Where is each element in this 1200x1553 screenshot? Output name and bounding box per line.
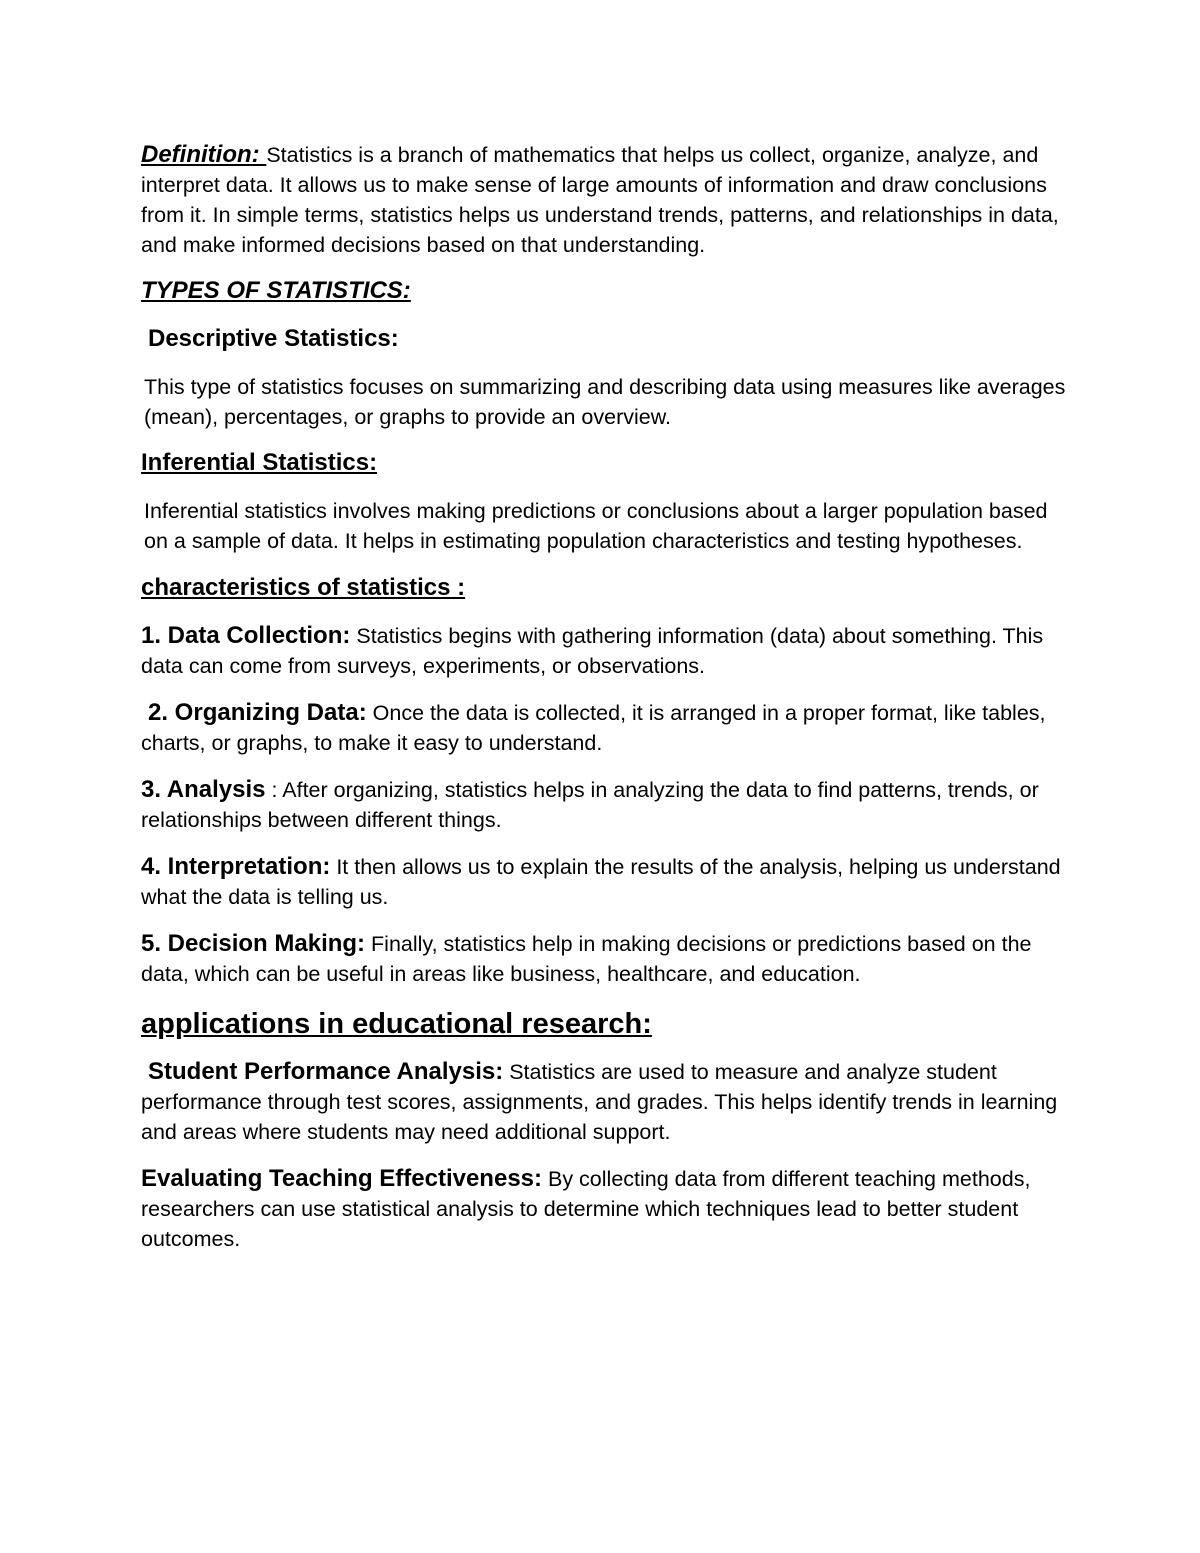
- characteristic-text: It then allows us to explain the results of the analysis, helping us understand what the data is telling us.: [141, 855, 1061, 909]
- characteristic-text: Once the data is collected, it is arranged in a proper format, like tables, charts, or graphs, to make it easy to understand.: [141, 701, 1046, 755]
- application-item: [141, 1057, 1066, 1147]
- characteristic-item: [141, 852, 1066, 912]
- characteristic-label: 2. Organizing Data:: [148, 699, 367, 726]
- characteristic-text: Statistics begins with gathering information (data) about something. This data can come from surveys, experiments, or observations.: [141, 624, 1044, 678]
- inferential-heading: Inferential Statistics:: [141, 449, 378, 476]
- characteristic-label: 1. Data Collection:: [141, 622, 351, 649]
- characteristic-item: [141, 775, 1066, 835]
- application-text: Statistics are used to measure and analyze student performance through test scores, assignments, and grades. This helps identify trends in learning and areas where students may need additional support.: [141, 1060, 1058, 1144]
- characteristic-text: Finally, statistics help in making decisions or predictions based on the data, which can be useful in areas like business, healthcare, and education.: [141, 932, 1032, 986]
- descriptive-heading: Descriptive Statistics:: [148, 325, 399, 352]
- types-heading: TYPES OF STATISTICS:: [141, 277, 411, 304]
- characteristic-item: [141, 698, 1066, 758]
- application-label: Evaluating Teaching Effectiveness:: [141, 1165, 543, 1192]
- characteristic-text: : After organizing, statistics helps in analyzing the data to find patterns, trends, or relationships between different things.: [141, 778, 1039, 832]
- definition-text: Statistics is a branch of mathematics that helps us collect, organize, analyze, and interpret data. It allows us to make sense of large amounts of information and draw conclusions from it. In simple terms, statistics helps us understand trends, patterns, and relationships in data, and make informed decisions based on that understanding.: [141, 143, 1059, 257]
- characteristics-heading: characteristics of statistics :: [141, 574, 466, 601]
- inferential-text: Inferential statistics involves making predictions or conclusions about a larger population based on a sample of data. It helps in estimating population characteristics and testing hypotheses.: [144, 499, 1048, 553]
- definition-label: Definition:: [141, 141, 267, 168]
- application-label: Student Performance Analysis:: [148, 1058, 504, 1085]
- descriptive-text: This type of statistics focuses on summarizing and describing data using measures like averages (mean), percentages, or graphs to provide an overview.: [144, 375, 1066, 429]
- document-body: [141, 140, 1066, 1254]
- characteristic-label: 4. Interpretation:: [141, 853, 331, 880]
- application-text: By collecting data from different teaching methods, researchers can use statistical analysis to determine which techniques lead to better student outcomes.: [141, 1167, 1031, 1251]
- application-item: [141, 1164, 1066, 1254]
- characteristic-item: [141, 621, 1066, 681]
- characteristic-label: 3. Analysis: [141, 776, 266, 803]
- applications-heading: applications in educational research:: [141, 1008, 652, 1040]
- characteristic-item: [141, 929, 1066, 989]
- definition-paragraph: [141, 140, 1066, 260]
- characteristic-label: 5. Decision Making:: [141, 930, 366, 957]
